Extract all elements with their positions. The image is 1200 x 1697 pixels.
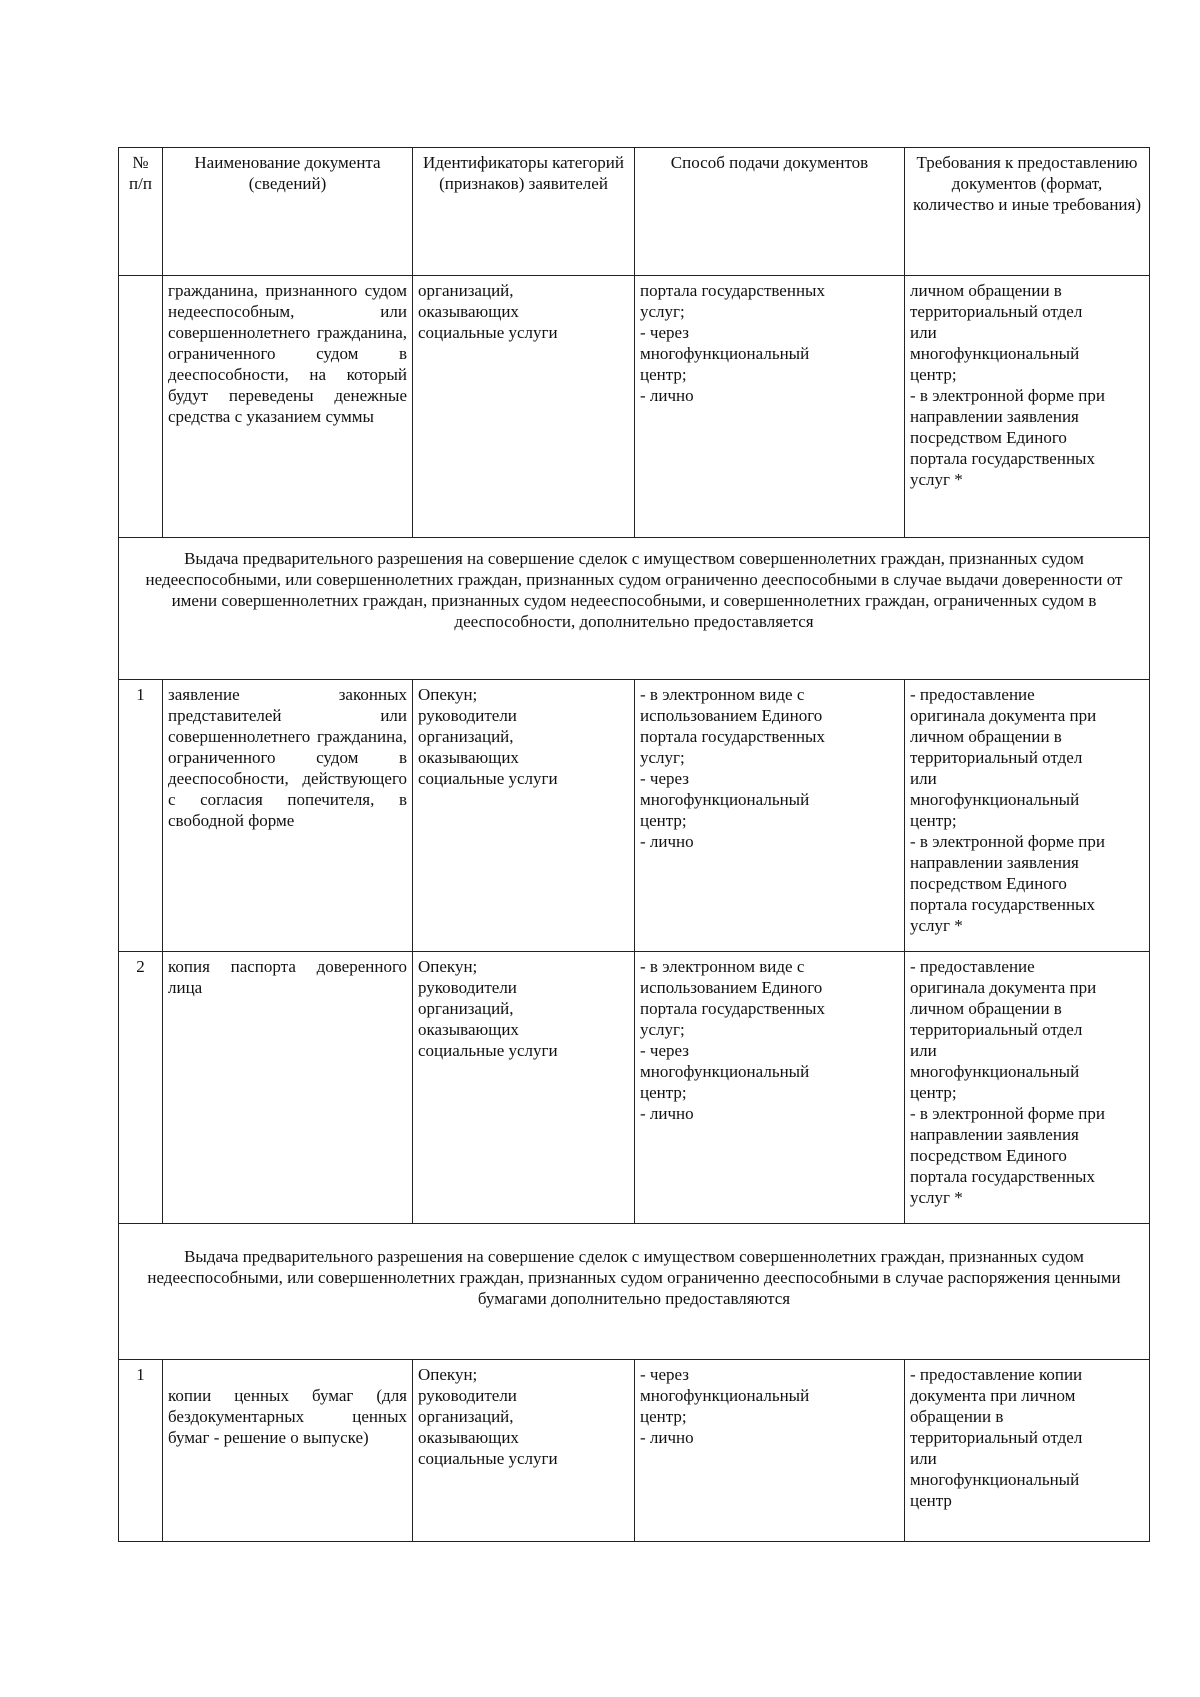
row-name: копии ценных бумаг (для бездокументарных ценных бумаг - решение о выпуске) (163, 1360, 413, 1542)
section-title: Выдача предварительного разрешения на совершение сделок с имуществом совершеннолетних граждан, признанных судом недееспособными, или совершеннолетних граждан, признанных судом ограниченно дееспособными в случае распоряжения ценными бумагами дополнительно предоставляются (119, 1224, 1150, 1360)
documents-table (118, 147, 1150, 1542)
row-name: гражданина, признанного судом недееспособным, или совершеннолетнего гражданина, ограниченного судом в дееспособности, на который будут переведены денежные средства с указанием суммы (163, 276, 413, 538)
table-row (119, 276, 1150, 538)
row-requirements: - предоставление оригинала документа при личном обращении в территориальный отдел или многофункциональный центр; - в электронной форме при направлении заявления посредством Единого портала государственных услуг * (905, 952, 1150, 1224)
row-requirements: - предоставление копии документа при личном обращении в территориальный отдел или многофункциональный центр (905, 1360, 1150, 1542)
header-method: Способ подачи документов (635, 148, 905, 276)
row-method: - в электронном виде с использованием Единого портала государственных услуг; - через многофункциональный центр; - лично (635, 952, 905, 1224)
table-row (119, 680, 1150, 952)
table-header-row (119, 148, 1150, 276)
table-row (119, 1360, 1150, 1542)
section-heading-row (119, 538, 1150, 680)
row-num: 1 (119, 680, 163, 952)
row-identifiers: Опекун; руководители организаций, оказывающих социальные услуги (413, 952, 635, 1224)
header-num: № п/п (119, 148, 163, 276)
section-title: Выдача предварительного разрешения на совершение сделок с имуществом совершеннолетних граждан, признанных судом недееспособными, или совершеннолетних граждан, признанных судом ограниченно дееспособными в случае выдачи доверенности от имени совершеннолетних граждан, признанных судом недееспособными, и совершеннолетних граждан, ограниченных судом в дееспособности, дополнительно предоставляется (119, 538, 1150, 680)
row-method: - через многофункциональный центр; - лично (635, 1360, 905, 1542)
row-num: 1 (119, 1360, 163, 1542)
row-requirements: личном обращении в территориальный отдел или многофункциональный центр; - в электронной форме при направлении заявления посредством Единого портала государственных услуг * (905, 276, 1150, 538)
row-identifiers: Опекун; руководители организаций, оказывающих социальные услуги (413, 680, 635, 952)
table-row (119, 952, 1150, 1224)
row-num: 2 (119, 952, 163, 1224)
row-identifiers: организаций, оказывающих социальные услуги (413, 276, 635, 538)
header-requirements: Требования к предоставлению документов (формат, количество и иные требования) (905, 148, 1150, 276)
header-name: Наименование документа (сведений) (163, 148, 413, 276)
section-heading-row (119, 1224, 1150, 1360)
row-num (119, 276, 163, 538)
row-name: заявление законных представителей или совершеннолетнего гражданина, ограниченного судом в дееспособности, действующего с согласия попечителя, в свободной форме (163, 680, 413, 952)
header-identifiers: Идентификаторы категорий (признаков) заявителей (413, 148, 635, 276)
row-requirements: - предоставление оригинала документа при личном обращении в территориальный отдел или многофункциональный центр; - в электронной форме при направлении заявления посредством Единого портала государственных услуг * (905, 680, 1150, 952)
row-name: копия паспорта доверенного лица (163, 952, 413, 1224)
row-method: портала государственных услуг; - через многофункциональный центр; - лично (635, 276, 905, 538)
row-identifiers: Опекун; руководители организаций, оказывающих социальные услуги (413, 1360, 635, 1542)
row-method: - в электронном виде с использованием Единого портала государственных услуг; - через многофункциональный центр; - лично (635, 680, 905, 952)
